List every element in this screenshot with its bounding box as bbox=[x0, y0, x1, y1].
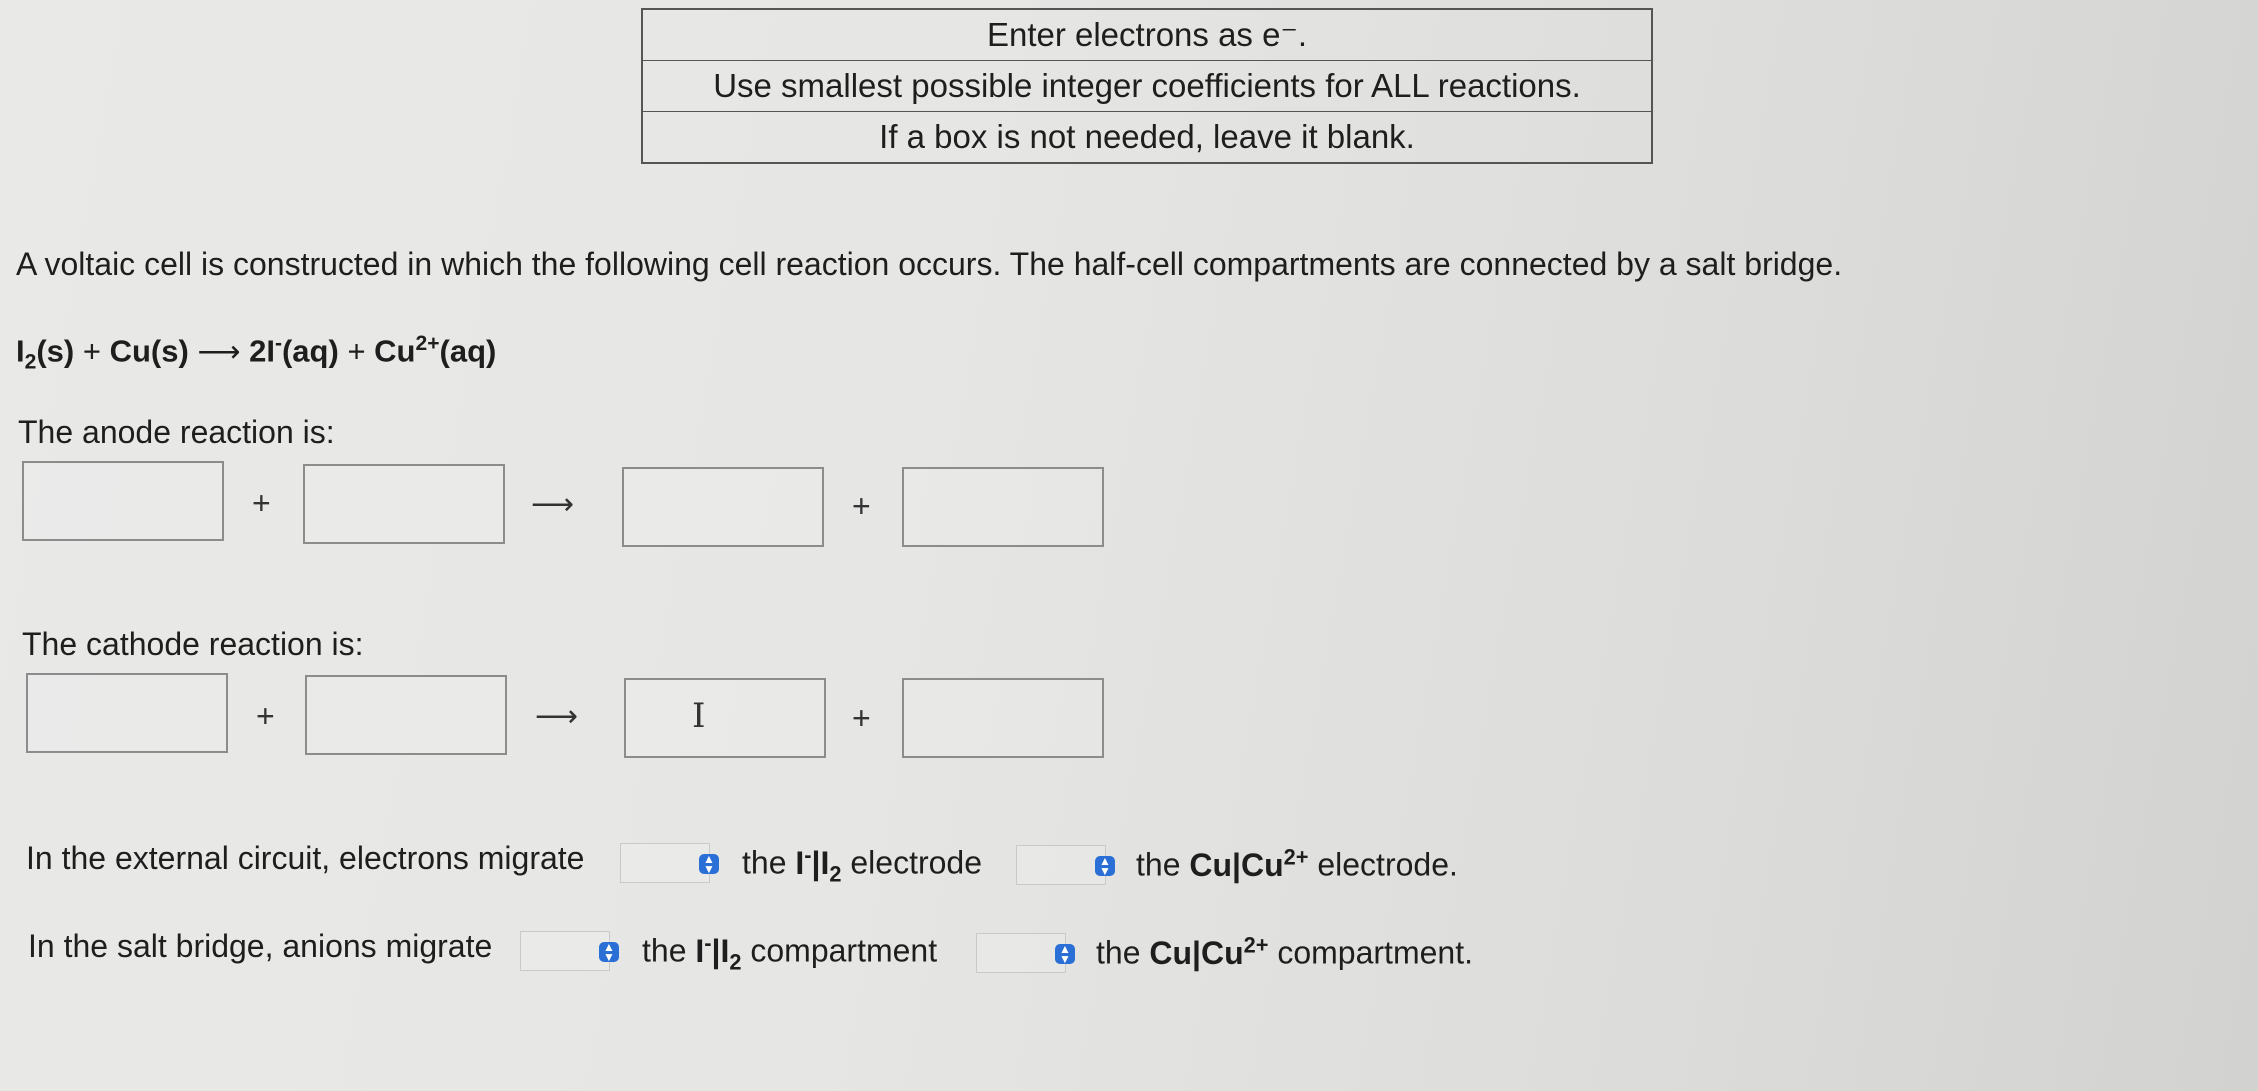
select-arrows-icon: ▲ ▼ bbox=[1095, 856, 1115, 876]
cathode-plus2: + bbox=[852, 700, 871, 736]
external-direction-select-2[interactable] bbox=[1016, 845, 1111, 885]
select-arrows-icon: ▲ ▼ bbox=[599, 942, 619, 962]
cathode-arrow: ⟶ bbox=[535, 700, 579, 733]
anode-reactant2-input[interactable] bbox=[303, 464, 505, 544]
anode-label: The anode reaction is: bbox=[18, 414, 335, 450]
instruction-electrons: Enter electrons as e⁻. bbox=[986, 16, 1308, 53]
cathode-plus1: + bbox=[256, 698, 275, 734]
product2-charge: 2+ bbox=[415, 332, 440, 355]
saltbridge-direction-select-2[interactable] bbox=[976, 933, 1071, 973]
copper-couple: Cu|Cu bbox=[1189, 846, 1284, 883]
reactant1: I bbox=[16, 333, 25, 369]
anode-product1-input[interactable] bbox=[622, 467, 824, 547]
problem-statement: A voltaic cell is constructed in which the following cell reaction occurs. The half-cell compartments are connected by a salt bridge. bbox=[16, 246, 1843, 282]
iodine-symbol: |I bbox=[811, 844, 830, 881]
saltbridge-copper-compartment-label bbox=[1096, 932, 1473, 972]
anode-plus1: + bbox=[252, 485, 271, 521]
reaction-plus-2: + bbox=[347, 333, 366, 369]
text-the: the bbox=[1096, 934, 1141, 971]
instruction-coefficients: Use smallest possible integer coefficients for ALL reactions. bbox=[643, 60, 1651, 111]
saltbridge-iodine-compartment-label bbox=[642, 930, 937, 975]
reactant1-subscript: 2 bbox=[24, 350, 37, 374]
anode-arrow: ⟶ bbox=[531, 488, 575, 521]
saltbridge-direction-select-1[interactable] bbox=[520, 931, 615, 971]
external-direction-select-1[interactable] bbox=[620, 843, 715, 883]
cathode-label: The cathode reaction is: bbox=[22, 626, 364, 662]
text-the: the bbox=[742, 844, 787, 881]
cathode-product1-input[interactable] bbox=[624, 678, 826, 758]
iodide-charge: - bbox=[804, 842, 812, 867]
reactant1-state: (s) bbox=[36, 333, 75, 369]
external-copper-electrode-label bbox=[1136, 844, 1458, 884]
product2: Cu bbox=[374, 333, 416, 369]
product2-state: (aq) bbox=[439, 333, 497, 369]
iodide-charge: - bbox=[704, 930, 712, 955]
cell-reaction bbox=[16, 332, 496, 375]
cathode-reactant2-input[interactable] bbox=[305, 675, 507, 755]
text-the: the bbox=[642, 932, 687, 969]
iodide-symbol: I bbox=[795, 844, 805, 881]
product1: 2I bbox=[249, 333, 275, 369]
text-compartment: compartment. bbox=[1277, 934, 1473, 971]
iodine-subscript: 2 bbox=[729, 949, 742, 975]
salt-bridge-prefix: In the salt bridge, anions migrate bbox=[28, 928, 493, 964]
iodine-symbol: |I bbox=[711, 932, 730, 969]
cathode-product2-input[interactable] bbox=[902, 678, 1104, 758]
reactant2: Cu(s) bbox=[109, 333, 189, 369]
external-iodine-electrode-label bbox=[742, 842, 982, 887]
iodine-subscript: 2 bbox=[829, 861, 842, 887]
iodide-symbol: I bbox=[695, 932, 705, 969]
text-compartment: compartment bbox=[750, 932, 938, 969]
product1-state: (aq) bbox=[281, 333, 339, 369]
anode-product2-input[interactable] bbox=[902, 467, 1104, 547]
select-arrows-icon: ▲ ▼ bbox=[699, 854, 719, 874]
anode-reactant1-input[interactable] bbox=[22, 461, 224, 541]
text-cursor-icon: I bbox=[692, 696, 706, 736]
copper-couple: Cu|Cu bbox=[1149, 934, 1244, 971]
cathode-reactant1-input[interactable] bbox=[26, 673, 228, 753]
product1-charge: - bbox=[274, 332, 282, 355]
text-electrode: electrode. bbox=[1317, 846, 1458, 883]
text-the: the bbox=[1136, 846, 1181, 883]
select-arrows-icon: ▲ ▼ bbox=[1055, 944, 1075, 964]
reaction-plus: + bbox=[82, 333, 101, 369]
instructions-table bbox=[641, 8, 1653, 164]
instruction-blank: If a box is not needed, leave it blank. bbox=[643, 111, 1651, 162]
copper-charge: 2+ bbox=[1243, 932, 1269, 957]
anode-plus2: + bbox=[852, 488, 871, 524]
text-electrode: electrode bbox=[850, 844, 982, 881]
copper-charge: 2+ bbox=[1283, 844, 1309, 869]
reaction-arrow: ⟶ bbox=[197, 335, 241, 369]
external-circuit-prefix: In the external circuit, electrons migrate bbox=[26, 840, 585, 876]
